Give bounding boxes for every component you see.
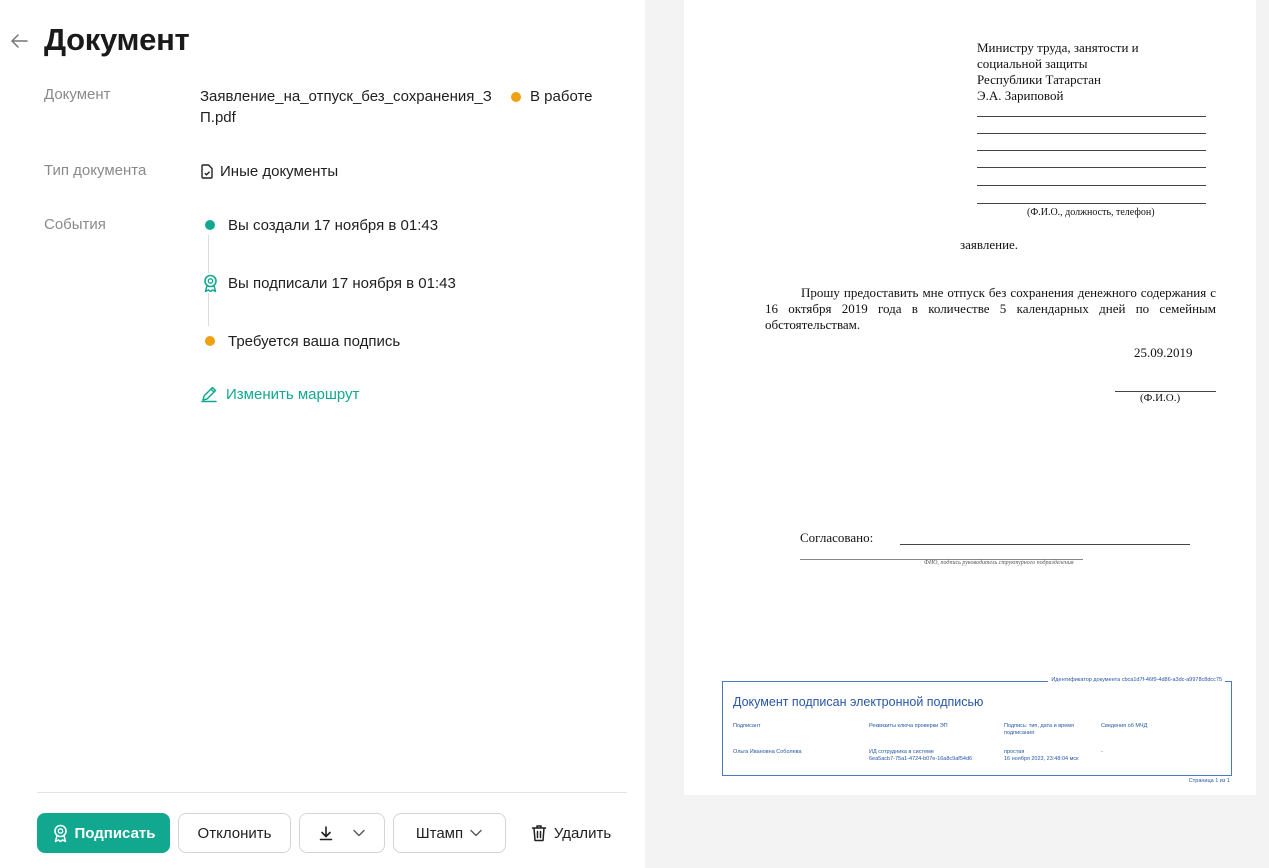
stamp-key-line: ИД сотрудника в системе xyxy=(869,749,934,755)
e-signature-stamp xyxy=(722,677,1232,776)
addressee-block xyxy=(977,40,1139,104)
stamp-mchd: - xyxy=(1101,749,1103,755)
blank-line xyxy=(977,116,1206,117)
stamp-signer: Ольга Ивановна Соболева xyxy=(733,749,802,755)
document-type-text: Иные документы xyxy=(220,163,339,180)
agreed-line xyxy=(900,544,1190,545)
sign-button[interactable] xyxy=(37,813,170,853)
blank-line xyxy=(977,167,1206,168)
blank-line xyxy=(977,185,1206,186)
addressee-line: Республики Татарстан xyxy=(977,72,1101,87)
delete-button-label: Удалить xyxy=(553,824,612,842)
stamp-col-type: Подпись: тип, дата и время подписания xyxy=(1004,723,1075,736)
download-button[interactable] xyxy=(299,813,385,853)
event-item xyxy=(200,273,456,293)
event-item xyxy=(200,215,438,235)
status-text: В работе xyxy=(530,88,593,105)
document-type-label: Тип документа xyxy=(44,162,147,179)
blank-line xyxy=(977,203,1206,204)
document-icon xyxy=(200,164,214,179)
sign-button-label: Подписать xyxy=(74,824,156,842)
stamp-key-id: 6ea5acb7-75a1-4724-b07e-16a8c9af54d6 xyxy=(869,756,973,762)
chevron-down-icon xyxy=(469,826,483,840)
document-type-value xyxy=(200,161,338,182)
document-heading: заявление. xyxy=(960,237,1019,252)
award-icon xyxy=(200,273,220,293)
agreed-caption: ФИО, подпись руководитель структурного подразделения xyxy=(924,560,1074,566)
event-item xyxy=(200,331,400,351)
document-page xyxy=(684,0,1256,795)
stamp-datetime: 16 ноября 2023, 23:48:04 мск xyxy=(1004,756,1079,762)
fio-caption: (Ф.И.О., должность, телефон) xyxy=(1027,207,1155,218)
award-icon xyxy=(52,824,69,843)
signature-caption: (Ф.И.О.) xyxy=(1140,392,1181,404)
status-dot xyxy=(511,92,521,102)
change-route-link[interactable] xyxy=(200,385,359,403)
addressee-line: Э.А. Зариповой xyxy=(977,88,1064,103)
page-title: Документ xyxy=(44,22,190,57)
event-marker xyxy=(200,331,220,351)
divider xyxy=(37,792,627,793)
events-label: События xyxy=(44,216,106,233)
stamp-col-key: Реквизиты ключа проверки ЭП xyxy=(869,723,948,729)
change-route-label: Изменить маршрут xyxy=(226,385,360,403)
chevron-down-icon xyxy=(352,826,366,840)
stamp-title: Документ подписан электронной подписью xyxy=(733,695,984,709)
stamp-identifier: Идентификатор документа cbca1d7f-46f9-4d86-a3dc-a9978c8dcc75 xyxy=(1048,677,1225,683)
blank-line xyxy=(977,133,1206,134)
event-text: Требуется ваша подпись xyxy=(228,332,401,350)
addressee-line: Министру труда, занятости и xyxy=(977,40,1139,55)
trash-icon xyxy=(531,824,547,842)
download-icon xyxy=(318,825,334,841)
stamp-col-signer: Подписант xyxy=(733,723,761,729)
reject-button[interactable]: Отклонить xyxy=(178,813,291,853)
status-badge xyxy=(511,86,593,107)
document-label: Документ xyxy=(44,86,111,103)
event-text: Вы подписали 17 ноября в 01:43 xyxy=(228,274,456,292)
stamp-col-mchd: Сведения об МЧД xyxy=(1101,723,1148,729)
arrow-left-icon[interactable] xyxy=(8,30,30,52)
addressee-line: социальной защиты xyxy=(977,56,1088,71)
stamp-button-label: Штамп xyxy=(415,824,464,842)
agreed-label: Согласовано: xyxy=(800,530,874,545)
pencil-icon xyxy=(200,385,218,403)
event-marker xyxy=(200,215,220,235)
stamp-type: простая xyxy=(1004,749,1025,755)
stamp-button[interactable] xyxy=(393,813,506,853)
document-body: Прошу предоставить мне отпуск без сохранения денежного содержания с 16 октября 2019 года в количестве 5 календарных дней по семейным обстоятельствам. xyxy=(765,285,1216,332)
document-preview-panel xyxy=(645,0,1269,868)
document-filename[interactable]: Заявление_на_отпуск_без_сохранения_ЗП.pdf xyxy=(200,88,492,126)
blank-line xyxy=(977,150,1206,151)
event-text: Вы создали 17 ноября в 01:43 xyxy=(228,216,439,234)
page-number: Страница 1 из 1 xyxy=(1188,778,1230,784)
delete-button[interactable] xyxy=(516,813,626,853)
document-date: 25.09.2019 xyxy=(1134,345,1193,360)
